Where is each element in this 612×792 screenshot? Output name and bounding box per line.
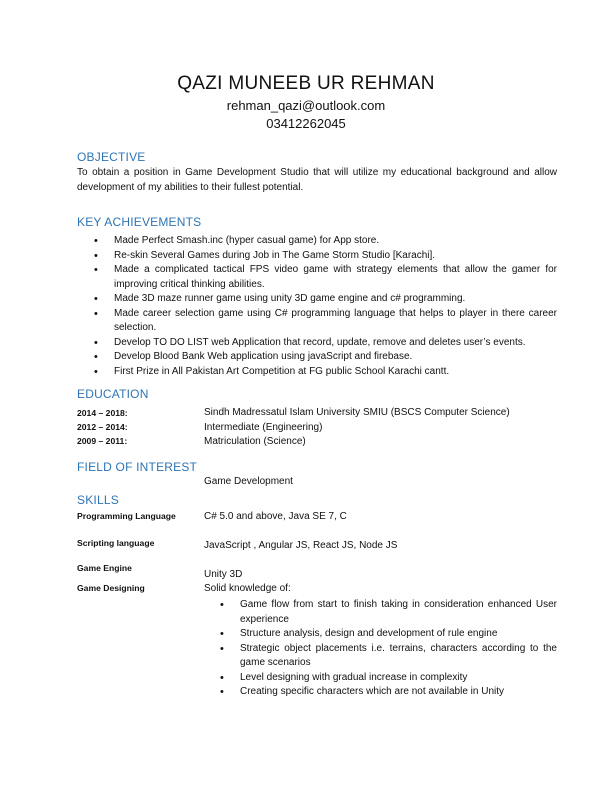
skill-intro: Solid knowledge of: <box>204 583 291 594</box>
list-item: • Re-skin Several Games during Job in The Game Storm Studio [Karachi]. <box>94 249 557 264</box>
achievements-list <box>94 234 557 379</box>
education-years: 2012 – 2014: <box>77 422 128 432</box>
list-item: • Structure analysis, design and development of rule engine <box>220 627 557 642</box>
skill-value: C# 5.0 and above, Java SE 7, C <box>204 511 347 522</box>
list-item: • Creating specific characters which are not available in Unity <box>220 685 557 700</box>
skill-value: JavaScript , Angular JS, React JS, Node JS <box>204 540 398 551</box>
list-item: • First Prize in All Pakistan Art Competition at FG public School Karachi cantt. <box>94 365 557 380</box>
skill-label: Game Designing <box>77 583 145 593</box>
resume-header <box>0 71 612 133</box>
list-item: • Made Perfect Smash.inc (hyper casual game) for App store. <box>94 234 557 249</box>
interest-heading: FIELD OF INTEREST <box>77 460 198 474</box>
skill-label: Game Engine <box>77 563 132 573</box>
list-item: • Made career selection game using C# programming language that helps to player in there career selection. <box>94 307 557 336</box>
education-detail: Sindh Madressatul Islam University SMIU (BSCS Computer Science) <box>204 407 510 418</box>
achievements-heading: KEY ACHIEVEMENTS <box>77 215 202 229</box>
email-address: rehman_qazi@outlook.com <box>226 98 386 113</box>
candidate-name: QAZI MUNEEB UR REHMAN <box>177 73 435 94</box>
list-item: • Level designing with gradual increase in complexity <box>220 671 557 686</box>
objective-heading: OBJECTIVE <box>77 150 146 164</box>
list-item: • Made 3D maze runner game using unity 3D game engine and c# programming. <box>94 292 557 307</box>
list-item: • Game flow from start to finish taking in consideration enhanced User experience <box>220 598 557 627</box>
skills-heading: SKILLS <box>77 493 119 507</box>
phone-number: 03412262045 <box>266 116 346 131</box>
skill-value: Unity 3D <box>204 569 243 580</box>
education-years: 2014 – 2018: <box>77 408 128 418</box>
skill-label: Programming Language <box>77 511 176 521</box>
list-item: • Develop TO DO LIST web Application that record, update, remove and deletes user’s events. <box>94 336 557 351</box>
interest-value: Game Development <box>204 476 293 487</box>
list-item: • Strategic object placements i.e. terrains, characters according to the game scenarios <box>220 642 557 671</box>
list-item: • Made a complicated tactical FPS video game with strategy elements that allow the gamer for improving critical thinking abilities. <box>94 263 557 292</box>
education-years: 2009 – 2011: <box>77 436 128 446</box>
objective-text: To obtain a position in Game Development Studio that will utilize my educational background and allow development of my abilities to their fullest potential. <box>77 167 557 193</box>
education-detail: Matriculation (Science) <box>204 436 306 447</box>
list-item: • Develop Blood Bank Web application using javaScript and firebase. <box>94 350 557 365</box>
skill-label: Scripting language <box>77 538 155 548</box>
education-detail: Intermediate (Engineering) <box>204 422 323 433</box>
game-design-list <box>220 598 557 700</box>
education-heading: EDUCATION <box>77 387 149 401</box>
